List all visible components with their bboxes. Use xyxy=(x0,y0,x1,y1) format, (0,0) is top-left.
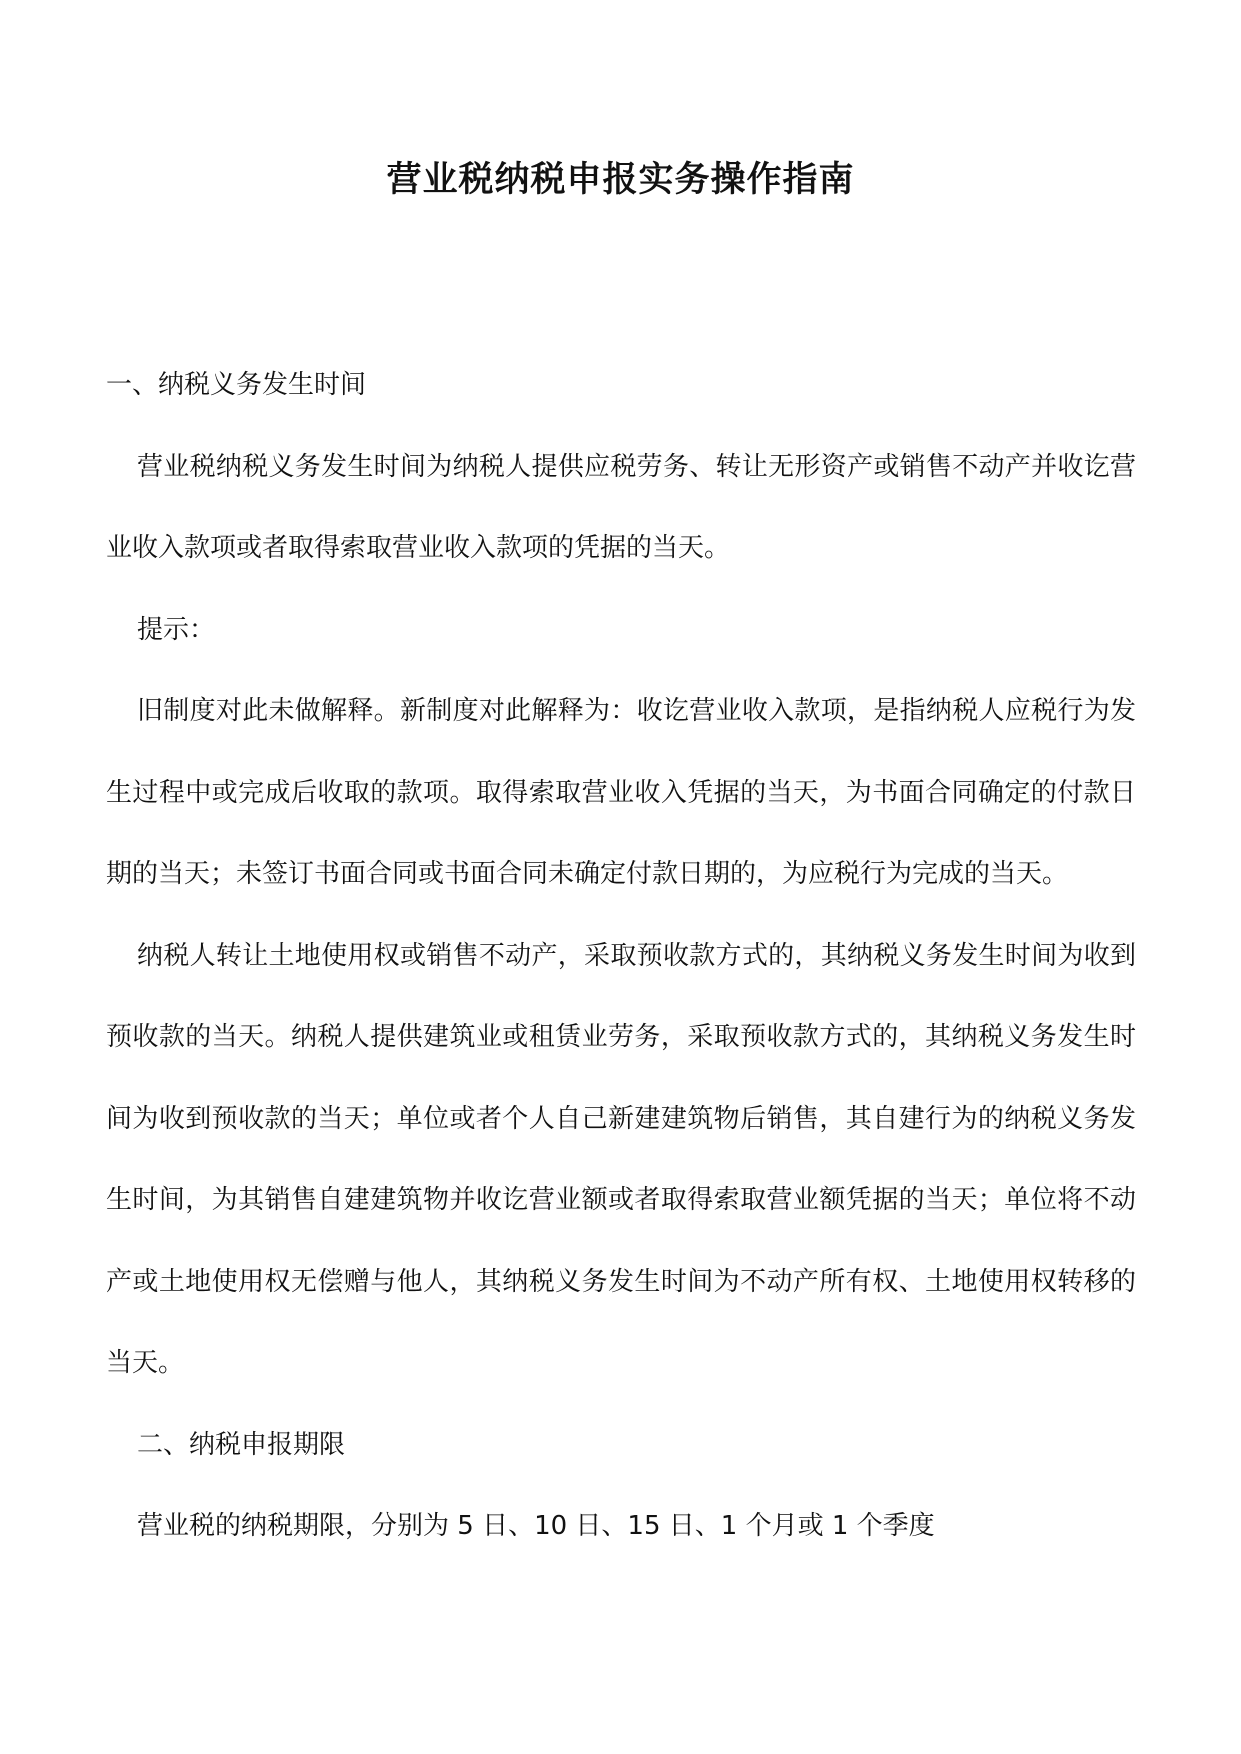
section-heading-2: 二、纳税申报期限 xyxy=(137,1429,346,1460)
section-heading-1: 一、纳税义务发生时间 xyxy=(106,370,367,400)
document-title: 营业税纳税申报实务操作指南 xyxy=(386,160,855,200)
paragraph-advance-payment: 纳税人转让土地使用权或销售不动产，采取预收款方式的，其纳税义务发生时间为收到预收款的当天。纳税人提供建筑业或租赁业劳务，采取预收款方式的，其纳税义务发生时间为收到预收款的当天；单位或者个人自己新建建筑物后销售，其自建行为的纳税义务发生时间，为其销售自建建筑物并收讫营业额或者取得索取营业额凭据的当天；单位将不动产或土地使用权无偿赠与他人，其纳税义务发生时间为不动产所有权、土地使用权转移的当天。 xyxy=(106,940,1136,1378)
paragraph-hint-label: 提示： xyxy=(137,614,216,645)
paragraph-filing-period: 营业税的纳税期限，分别为 5 日、10 日、15 日、1 个月或 1 个季度 xyxy=(137,1511,935,1541)
paragraph-tax-obligation-time: 营业税纳税义务发生时间为纳税人提供应税劳务、转让无形资产或销售不动产并收讫营业收入款项或者取得索取营业收入款项的凭据的当天。 xyxy=(106,451,1136,563)
document-body xyxy=(106,345,1136,1568)
paragraph-old-new-system: 旧制度对此未做解释。新制度对此解释为：收讫营业收入款项，是指纳税人应税行为发生过程中或完成后收取的款项。取得索取营业收入凭据的当天，为书面合同确定的付款日期的当天；未签订书面合同或书面合同未确定付款日期的，为应税行为完成的当天。 xyxy=(106,696,1136,889)
